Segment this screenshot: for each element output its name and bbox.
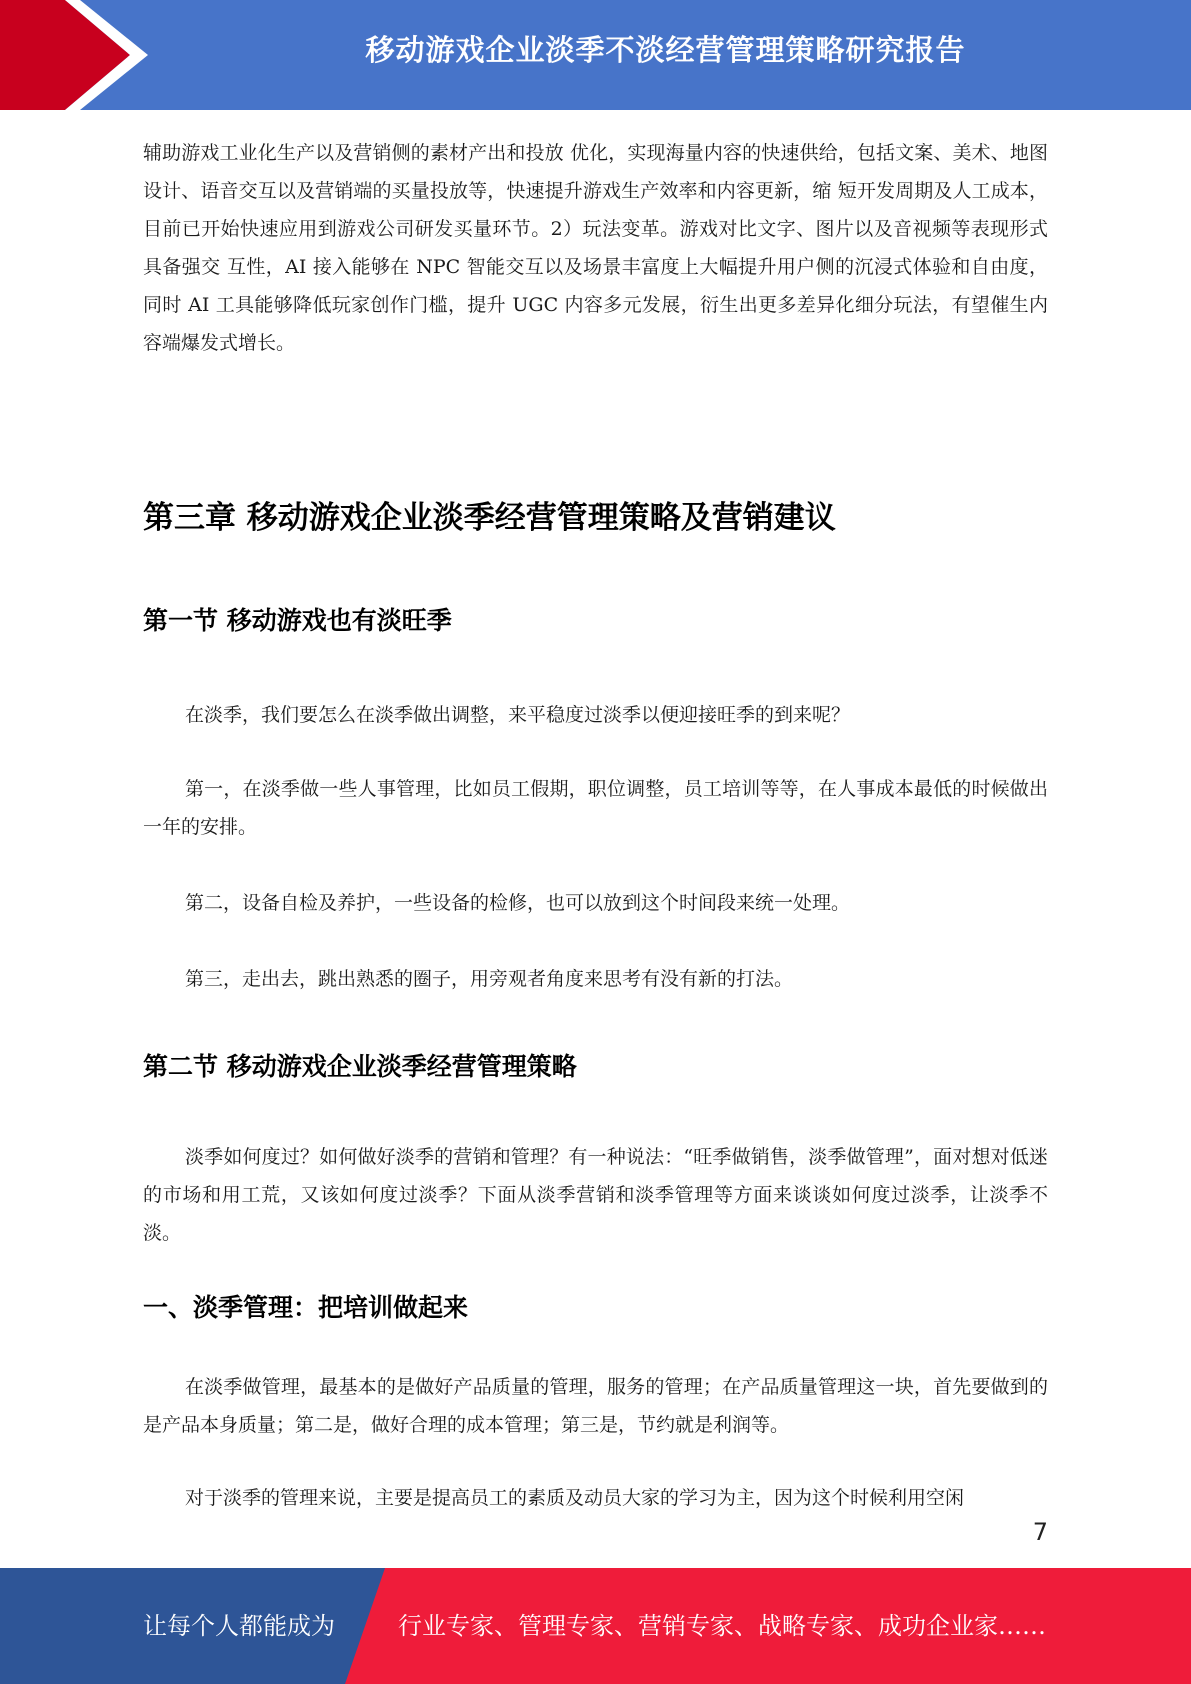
header-title: 移动游戏企业淡季不淡经营管理策略研究报告 (365, 33, 966, 67)
subsection1-title: 一、淡季管理：把培训做起来 (143, 1293, 469, 1322)
section1-paragraph-4: 第三，走出去，跳出熟悉的圈子，用旁观者角度来思考有没有新的打法。 (185, 968, 794, 990)
section1-paragraph-2: 第一，在淡季做一些人事管理，比如员工假期，职位调整，员工培训等等，在人事成本最低的时候做出一年的安排。 (143, 778, 1048, 838)
intro-paragraph: 辅助游戏工业化生产以及营销侧的素材产出和投放 优化，实现海量内容的快速供给，包括文案、美术、地图设计、语音交互以及营销端的买量投放等，快速提升游戏生产效率和内容更新，缩 短开发周期及人工成本，目前已开始快速应用到游戏公司研发买量环节。2）玩法变革。游戏对比文字、图片以及音视频等表现形式具备强交 互性，AI 接入能够在 NPC 智能交互以及场景丰富度上大幅提升用户侧的沉浸式体验和自由度， 同时 AI 工具能够降低玩家创作门槛，提升 UGC 内容多元发展，衍生出更多差异化细分玩法，有望催生内容端爆发式增长。 (143, 142, 1048, 354)
section1-paragraph-3: 第二，设备自检及养护，一些设备的检修，也可以放到这个时间段来统一处理。 (185, 892, 851, 914)
chapter-title: 第三章 移动游戏企业淡季经营管理策略及营销建议 (143, 500, 836, 536)
page-header (0, 0, 1191, 110)
section2-paragraph-1: 淡季如何度过？如何做好淡季的营销和管理？有一种说法：“旺季做销售，淡季做管理”，面对想对低迷的市场和用工荒，又该如何度过淡季？下面从淡季营销和淡季管理等方面来谈谈如何度过淡季，让淡季不淡。 (143, 1146, 1048, 1244)
section1-title: 第一节 移动游戏也有淡旺季 (143, 606, 452, 635)
section1-paragraph-1: 在淡季，我们要怎么在淡季做出调整，来平稳度过淡季以便迎接旺季的到来呢？ (185, 704, 851, 726)
footer-slogan-left: 让每个人都能成为 (143, 1612, 335, 1640)
subsection1-paragraph-1: 在淡季做管理，最基本的是做好产品质量的管理，服务的管理；在产品质量管理这一块，首先要做到的是产品本身质量；第二是，做好合理的成本管理；第三是，节约就是利润等。 (143, 1376, 1048, 1436)
subsection1-paragraph-2: 对于淡季的管理来说，主要是提高员工的素质及动员大家的学习为主，因为这个时候利用空闲 (185, 1487, 965, 1509)
section2-title: 第二节 移动游戏企业淡季经营管理策略 (143, 1052, 577, 1081)
page-footer (0, 1568, 1191, 1684)
footer-slogan-right: 行业专家、管理专家、营销专家、战略专家、成功企业家…… (398, 1612, 1046, 1640)
page-number: 7 (1032, 1518, 1048, 1546)
